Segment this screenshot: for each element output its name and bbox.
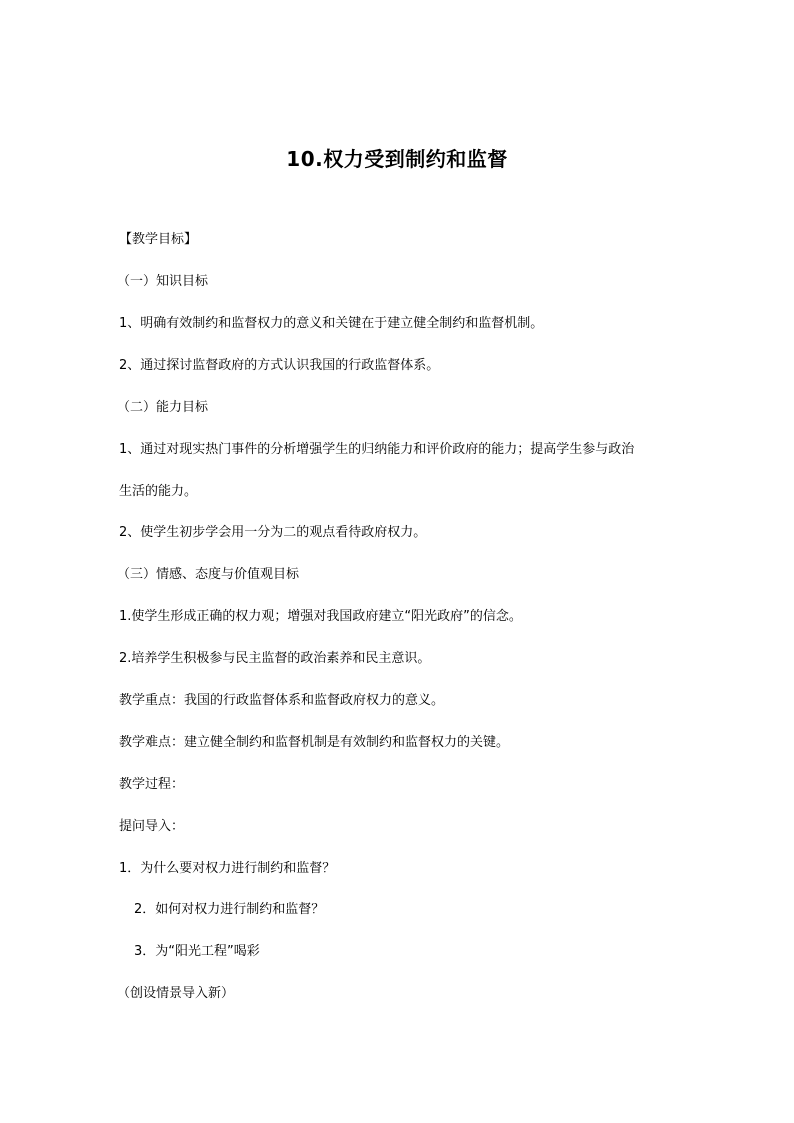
paragraph-line: 2.培养学生积极参与民主监督的政治素养和民主意识。 xyxy=(119,651,431,666)
paragraph-line: 生活的能力。 xyxy=(119,484,198,499)
paragraph-line: 1、通过对现实热门事件的分析增强学生的归纳能力和评价政府的能力；提高学生参与政治 xyxy=(119,442,635,457)
question-item: 3．为“阳光工程”喝彩 xyxy=(134,944,260,959)
subheading-emotion-objectives: （三）情感、态度与价值观目标 xyxy=(117,567,300,582)
teaching-difficulty: 教学难点：建立健全制约和监督机制是有效制约和监督权力的关键。 xyxy=(119,735,510,750)
paragraph-line: 1、明确有效制约和监督权力的意义和关键在于建立健全制约和监督机制。 xyxy=(119,316,544,331)
section-heading-teaching-objectives: 【教学目标】 xyxy=(119,232,198,247)
subheading-ability-objectives: （二）能力目标 xyxy=(117,400,209,415)
document-title: 10.权力受到制约和监督 xyxy=(286,147,508,171)
paragraph-line: 2、通过探讨监督政府的方式认识我国的行政监督体系。 xyxy=(119,358,440,373)
question-item: 2．如何对权力进行制约和监督？ xyxy=(134,902,325,917)
paragraph-line: 2、使学生初步学会用一分为二的观点看待政府权力。 xyxy=(119,525,427,540)
paragraph-line: 1.使学生形成正确的权力观；增强对我国政府建立“阳光政府”的信念。 xyxy=(119,609,522,624)
question-intro-heading: 提问导入： xyxy=(119,819,185,834)
scenario-note: （创设情景导入新） xyxy=(117,986,235,1001)
teaching-key-point: 教学重点：我国的行政监督体系和监督政府权力的意义。 xyxy=(119,693,445,708)
subheading-knowledge-objectives: （一）知识目标 xyxy=(117,274,209,289)
teaching-process-heading: 教学过程： xyxy=(119,777,185,792)
question-item: 1．为什么要对权力进行制约和监督？ xyxy=(119,861,336,876)
